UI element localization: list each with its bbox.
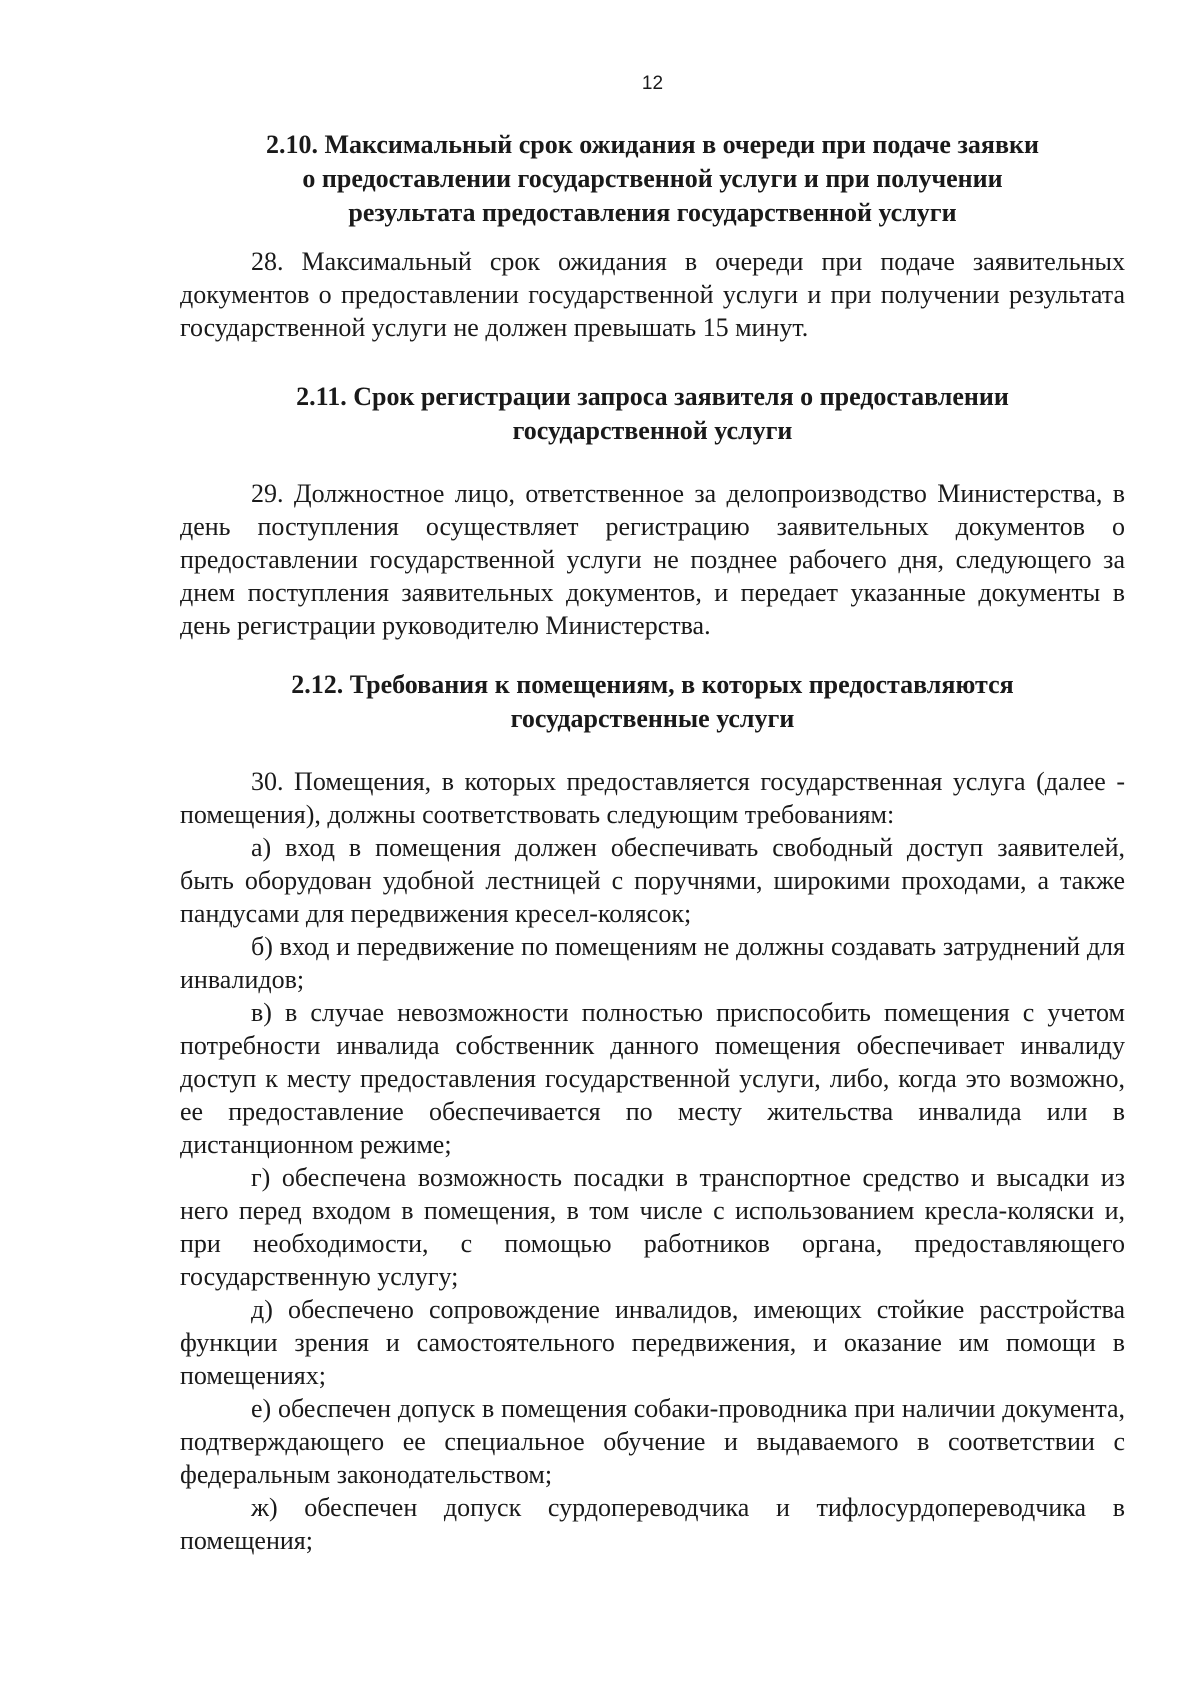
paragraph-30-v: в) в случае невозможности полностью приспособить помещения с учетом потребности инвалида собственник данного помещения обеспечивает инвалиду доступ к месту предоставления государственной услуги, либо, когда это возможно, ее предоставление обеспечивается по месту жительства инвалида или в дистанционном режиме; xyxy=(180,998,1125,1159)
page-number: 12 xyxy=(641,73,664,94)
paragraph-30-d: д) обеспечено сопровождение инвалидов, имеющих стойкие расстройства функции зрения и самостоятельного передвижения, и оказание им помощи в помещениях; xyxy=(180,1295,1125,1390)
paragraph-30: 30. Помещения, в которых предоставляется государственная услуга (далее - помещения), должны соответствовать следующим требованиям: xyxy=(180,767,1125,829)
paragraph-30-g: г) обеспечена возможность посадки в транспортное средство и высадки из него перед входом в помещения, в том числе с использованием кресла-коляски и, при необходимости, с помощью работников органа, предоставляющего государственную услугу; xyxy=(180,1163,1125,1291)
paragraph-30-zh: ж) обеспечен допуск сурдопереводчика и тифлосурдопереводчика в помещения; xyxy=(180,1493,1125,1555)
paragraph-30-b: б) вход и передвижение по помещениям не должны создавать затруднений для инвалидов; xyxy=(180,932,1125,994)
section-heading-2-10 xyxy=(180,128,1125,230)
heading-line: 2.10. Максимальный срок ожидания в очереди при подаче заявки xyxy=(266,130,1039,159)
paragraph-28: 28. Максимальный срок ожидания в очереди при подаче заявительных документов о предоставлении государственной услуги и при получении результата государственной услуги не должен превышать 15 минут. xyxy=(180,247,1125,342)
heading-line: результата предоставления государственной услуги xyxy=(348,198,957,227)
heading-line: 2.11. Срок регистрации запроса заявителя о предоставлении xyxy=(296,382,1009,411)
heading-line: о предоставлении государственной услуги и при получении xyxy=(302,164,1003,193)
heading-line: 2.12. Требования к помещениям, в которых предоставляются xyxy=(291,670,1014,699)
paragraph-30-e: е) обеспечен допуск в помещения собаки-проводника при наличии документа, подтверждающего ее специальное обучение и выдаваемого в соответствии с федеральным законодательством; xyxy=(180,1394,1125,1489)
paragraph-29: 29. Должностное лицо, ответственное за делопроизводство Министерства, в день поступления осуществляет регистрацию заявительных документов о предоставлении государственной услуги не позднее рабочего дня, следующего за днем поступления заявительных документов, и передает указанные документы в день регистрации руководителю Министерства. xyxy=(180,479,1125,640)
section-heading-2-12 xyxy=(180,668,1125,736)
heading-line: государственные услуги xyxy=(510,704,795,733)
section-heading-2-11 xyxy=(180,380,1125,448)
paragraph-30-a: а) вход в помещения должен обеспечивать свободный доступ заявителей, быть оборудован удобной лестницей с поручнями, широкими проходами, а также пандусами для передвижения кресел-колясок; xyxy=(180,833,1125,928)
heading-line: государственной услуги xyxy=(512,416,793,445)
